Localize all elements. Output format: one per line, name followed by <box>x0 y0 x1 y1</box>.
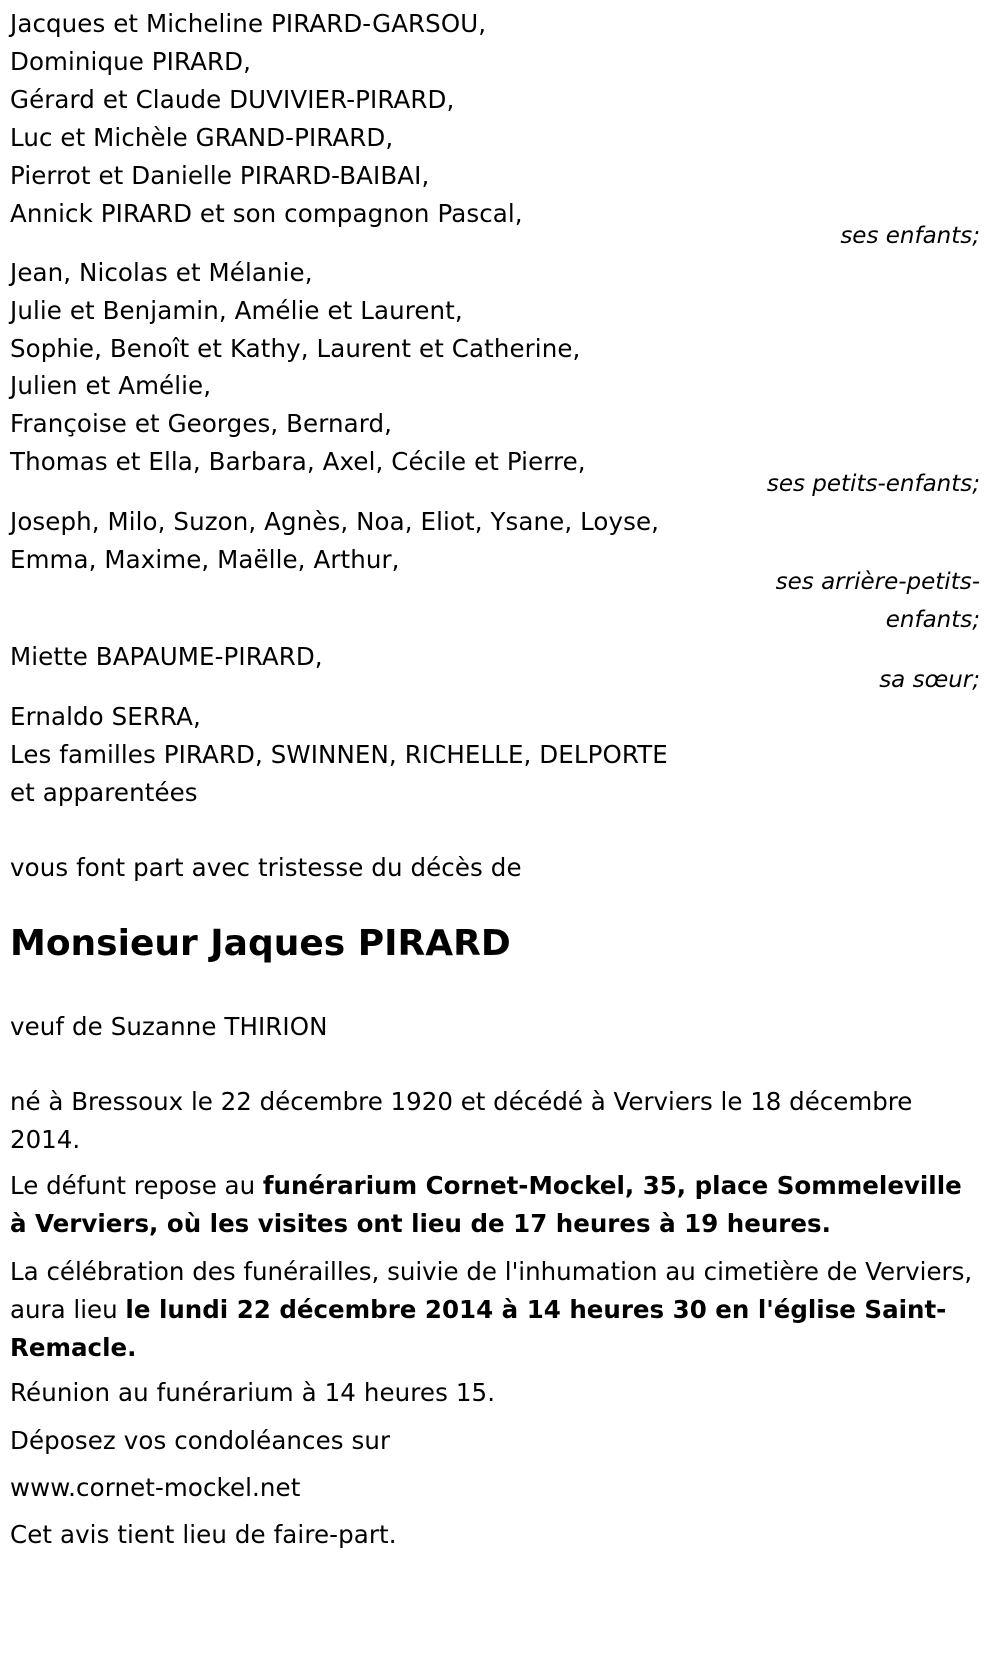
reunion: Réunion au funérarium à 14 heures 15. <box>10 1378 496 1407</box>
repose-intro: Le défunt repose au <box>10 1171 263 1200</box>
sister-role: sa sœur; <box>879 667 980 693</box>
repose-details: funérarium Cornet-Mockel, 35, place Sommeleville à Verviers, où les visites ont lieu de 17 heures à 19 heures. <box>10 1171 962 1238</box>
children-line: Luc et Michèle GRAND-PIRARD, <box>10 123 394 152</box>
deceased-name: Monsieur Jaques PIRARD <box>10 923 511 964</box>
children-line: Annick PIRARD et son compagnon Pascal, <box>10 199 523 228</box>
great-grandchildren-line: Joseph, Milo, Suzon, Agnès, Noa, Eliot, Ysane, Loyse, <box>10 507 660 536</box>
grandchildren-line: Jean, Nicolas et Mélanie, <box>10 258 313 287</box>
grandchildren-line: Sophie, Benoît et Kathy, Laurent et Catherine, <box>10 334 581 363</box>
death-notice <box>10 0 990 1658</box>
grandchildren-line: Thomas et Ella, Barbara, Axel, Cécile et Pierre, <box>10 447 586 476</box>
children-line: Jacques et Micheline PIRARD-GARSOU, <box>10 9 487 38</box>
announcement: vous font part avec tristesse du décès de <box>10 853 522 882</box>
grandchildren-role: ses petits-enfants; <box>766 471 980 497</box>
website-link[interactable]: www.cornet-mockel.net <box>10 1473 301 1502</box>
children-line: Dominique PIRARD, <box>10 47 251 76</box>
others-line: et apparentées <box>10 778 198 807</box>
birth-death: né à Bressoux le 22 décembre 1920 et décédé à Verviers le 18 décembre 2014. <box>10 1087 913 1154</box>
repose-paragraph <box>10 1167 985 1243</box>
funeral-intro: La célébration des funérailles, suivie de l'inhumation au cimetière de Verviers, aura lieu <box>10 1257 973 1324</box>
closing: Cet avis tient lieu de faire-part. <box>10 1520 397 1549</box>
grandchildren-line: Julien et Amélie, <box>10 371 212 400</box>
grandchildren-line: Françoise et Georges, Bernard, <box>10 409 392 438</box>
condolences: Déposez vos condoléances sur <box>10 1426 391 1455</box>
funeral-details: le lundi 22 décembre 2014 à 14 heures 30 en l'église Saint-Remacle. <box>10 1295 947 1362</box>
children-role: ses enfants; <box>840 223 980 249</box>
great-grandchildren-role-line2: enfants; <box>885 607 980 633</box>
great-grandchildren-role-line1: ses arrière-petits- <box>775 569 980 595</box>
children-line: Pierrot et Danielle PIRARD-BAIBAI, <box>10 161 430 190</box>
widower-of: veuf de Suzanne THIRION <box>10 1012 328 1041</box>
sister-line: Miette BAPAUME-PIRARD, <box>10 642 323 671</box>
others-line: Ernaldo SERRA, <box>10 702 201 731</box>
others-line: Les familles PIRARD, SWINNEN, RICHELLE, DELPORTE <box>10 740 668 769</box>
children-line: Gérard et Claude DUVIVIER-PIRARD, <box>10 85 455 114</box>
grandchildren-line: Julie et Benjamin, Amélie et Laurent, <box>10 296 463 325</box>
funeral-paragraph <box>10 1253 985 1367</box>
great-grandchildren-line: Emma, Maxime, Maëlle, Arthur, <box>10 545 400 574</box>
